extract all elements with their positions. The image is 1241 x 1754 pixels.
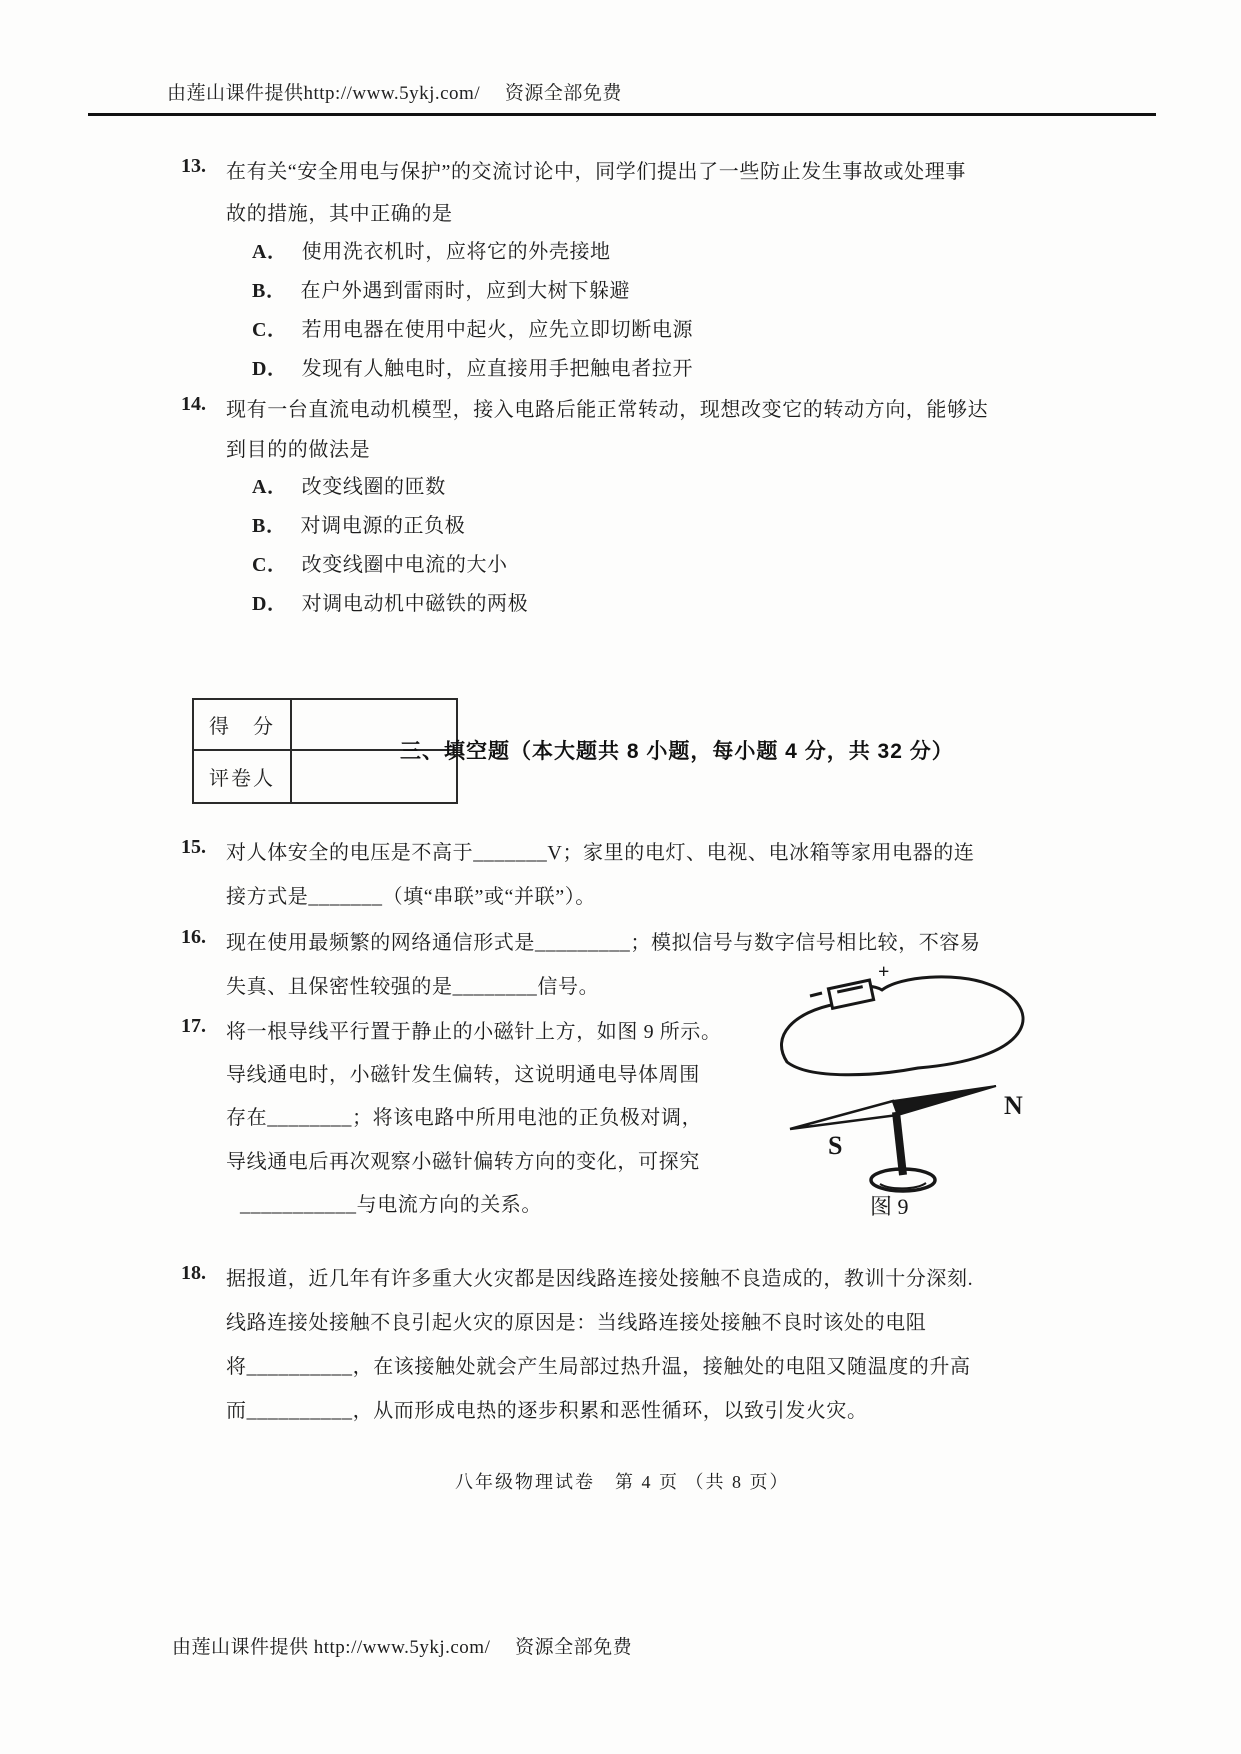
q14-option-b: [252, 509, 465, 538]
q14-option-a: [252, 470, 446, 499]
q14-number: 14.: [181, 393, 206, 415]
q13-option-d: [252, 352, 693, 381]
q14-option-c: [252, 548, 508, 577]
q17-line5: ___________与电流方向的关系。: [240, 1194, 542, 1216]
q18-line1: 据报道，近几年有许多重大火灾都是因线路连接处接触不良造成的，教训十分深刻.: [226, 1268, 974, 1290]
q16-line2: 失真、且保密性较强的是________信号。: [226, 976, 600, 998]
footer-page-number: 八年级物理试卷 第 4 页 （共 8 页）: [455, 1472, 790, 1492]
q14-option-a-text: 改变线圈的匝数: [301, 476, 446, 498]
q14-line2: 到目的的做法是: [226, 439, 371, 461]
q13-option-b-label: B．: [252, 280, 287, 302]
grader-label: 评卷人: [194, 751, 292, 802]
q17-line4: 导线通电后再次观察小磁针偏转方向的变化，可探究: [226, 1151, 700, 1173]
q14-option-d-label: D．: [252, 593, 288, 615]
q15-number: 15.: [181, 836, 206, 858]
header-provider-line: 由莲山课件提供http://www.5ykj.com/ 资源全部免费: [167, 83, 622, 104]
q17-line2: 导线通电时，小磁针发生偏转，这说明通电导体周围: [226, 1064, 700, 1086]
q18-number: 18.: [181, 1262, 206, 1284]
wire-loop: [781, 977, 1023, 1075]
needle-south-half: [790, 1101, 898, 1129]
q13-option-a-label: A．: [252, 241, 288, 263]
q13-line1: 在有关“安全用电与保护”的交流讨论中，同学们提出了一些防止发生事故或处理事: [226, 161, 966, 183]
q14-option-b-label: B．: [252, 515, 287, 537]
q17-line3: 存在________；将该电路中所用电池的正负极对调，: [226, 1107, 703, 1129]
q14-option-c-text: 改变线圈中电流的大小: [301, 554, 508, 576]
q14-line1: 现有一台直流电动机模型，接入电路后能正常转动，现想改变它的转动方向，能够达: [226, 399, 989, 421]
needle-stand: [896, 1112, 903, 1175]
south-pole-label: S: [828, 1131, 843, 1160]
q13-option-a: [252, 235, 611, 264]
figure-9-drawing: [742, 962, 1052, 1222]
q14-option-b-text: 对调电源的正负极: [300, 515, 466, 537]
q17-line1: 将一根导线平行置于静止的小磁针上方，如图 9 所示。: [226, 1021, 722, 1043]
q14-option-c-label: C．: [252, 554, 288, 576]
q13-option-b: [252, 274, 630, 303]
stand-base-shade: [880, 1183, 926, 1188]
header-divider: [88, 113, 1156, 116]
q13-option-c: [252, 313, 693, 342]
figure-9-caption: 图 9: [870, 1194, 909, 1219]
q13-number: 13.: [181, 155, 206, 177]
figure-9: [742, 962, 1052, 1227]
q13-option-d-label: D．: [252, 358, 288, 380]
wire-gap-mark: [810, 993, 822, 996]
q13-option-b-text: 在户外遇到雷雨时，应到大树下躲避: [300, 280, 631, 302]
q13-line2: 故的措施，其中正确的是: [226, 203, 453, 225]
score-label: 得 分: [194, 700, 292, 749]
q14-option-d: [252, 587, 528, 616]
q18-line2: 线路连接处接触不良引起火灾的原因是：当线路连接处接触不良时该处的电阻: [226, 1312, 927, 1334]
q16-line1: 现在使用最频繁的网络通信形式是_________；模拟信号与数字信号相比较，不容易: [226, 932, 981, 954]
q13-option-d-text: 发现有人触电时，应直接用手把触电者拉开: [301, 358, 694, 380]
footer-provider-line: 由莲山课件提供 http://www.5ykj.com/ 资源全部免费: [172, 1637, 633, 1658]
battery-icon: [828, 980, 873, 1008]
q13-option-c-text: 若用电器在使用中起火，应先立即切断电源: [301, 319, 694, 341]
needle-north-half: [893, 1086, 996, 1115]
q14-option-a-label: A．: [252, 476, 288, 498]
q18-line3: 将__________，在该接触处就会产生局部过热升温，接触处的电阻又随温度的升高: [226, 1356, 971, 1378]
q15-line2: 接方式是_______（填“串联”或“并联”）。: [226, 886, 596, 908]
north-pole-label: N: [1004, 1091, 1023, 1120]
section-3-title: 三、填空题（本大题共 8 小题，每小题 4 分，共 32 分）: [400, 740, 954, 763]
q16-number: 16.: [181, 926, 206, 948]
q13-option-c-label: C．: [252, 319, 288, 341]
q14-option-d-text: 对调电动机中磁铁的两极: [301, 593, 529, 615]
battery-plus-label: +: [878, 962, 890, 983]
q15-line1: 对人体安全的电压是不高于_______V；家里的电灯、电视、电冰箱等家用电器的连: [226, 842, 975, 864]
q13-option-a-text: 使用洗衣机时，应将它的外壳接地: [301, 241, 611, 263]
q18-line4: 而__________，从而形成电热的逐步积累和恶性循环，以致引发火灾。: [226, 1400, 868, 1422]
q17-number: 17.: [181, 1015, 206, 1037]
